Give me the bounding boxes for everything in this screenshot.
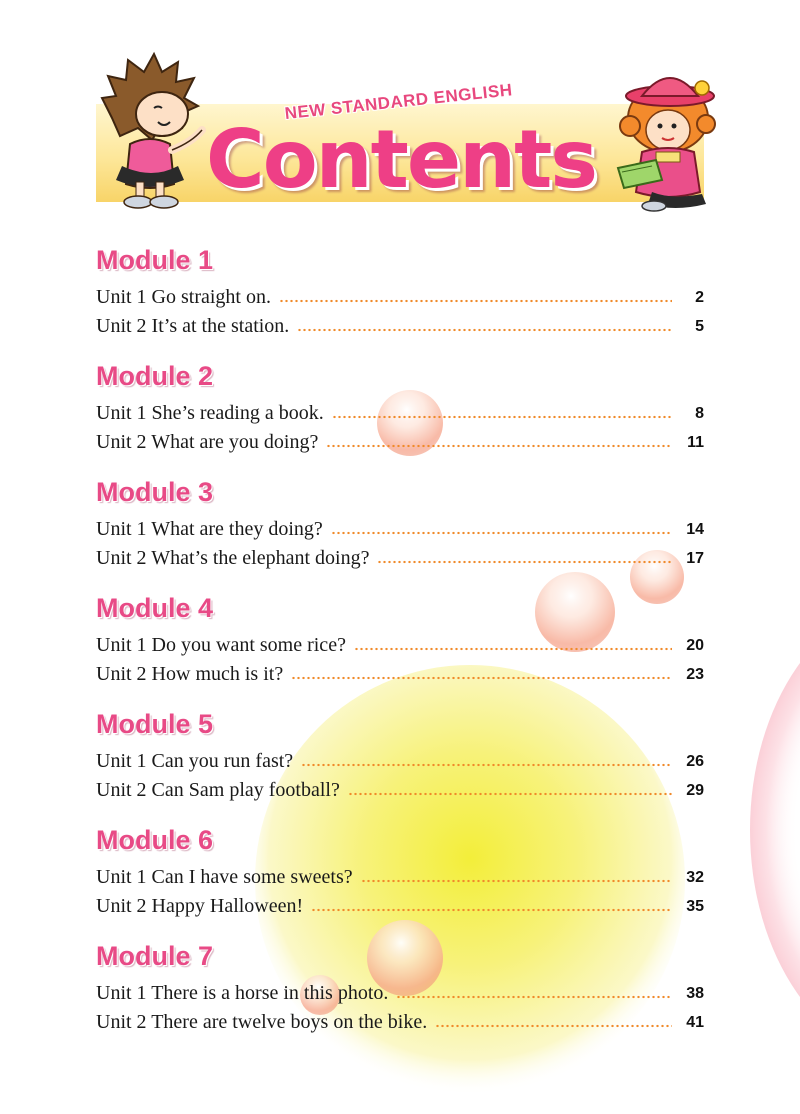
unit-title: Unit 1 She’s reading a book. bbox=[96, 402, 324, 424]
dot-leader bbox=[361, 879, 672, 883]
module-7 bbox=[96, 936, 704, 1034]
toc-entry[interactable] bbox=[96, 744, 704, 773]
page-number: 14 bbox=[686, 521, 704, 538]
module-title: Module 4 bbox=[96, 593, 214, 623]
pink-arc-decoration bbox=[750, 600, 800, 1060]
dot-leader bbox=[331, 531, 672, 535]
toc-entry[interactable] bbox=[96, 425, 704, 454]
page-number: 23 bbox=[686, 666, 704, 683]
toc-entry[interactable] bbox=[96, 628, 704, 657]
module-3 bbox=[96, 472, 704, 570]
table-of-contents bbox=[96, 240, 704, 1052]
unit-title: Unit 2 Happy Halloween! bbox=[96, 895, 304, 917]
unit-title: Unit 2 Can Sam play football? bbox=[96, 779, 340, 801]
unit-title: Unit 2 How much is it? bbox=[96, 663, 284, 685]
module-title: Module 1 bbox=[96, 245, 214, 275]
module-1 bbox=[96, 240, 704, 338]
dot-leader bbox=[279, 299, 672, 303]
toc-entry[interactable] bbox=[96, 280, 704, 309]
girl-reading-cartoon-icon bbox=[612, 68, 716, 212]
unit-title: Unit 1 Can you run fast? bbox=[96, 750, 294, 772]
toc-entry[interactable] bbox=[96, 512, 704, 541]
page-number: 20 bbox=[686, 637, 704, 654]
toc-entry[interactable] bbox=[96, 1005, 704, 1034]
page-number: 17 bbox=[686, 550, 704, 567]
toc-entry[interactable] bbox=[96, 889, 704, 918]
toc-entry[interactable] bbox=[96, 976, 704, 1005]
dot-leader bbox=[377, 560, 672, 564]
series-subtitle: NEW STANDARD ENGLISH bbox=[283, 80, 514, 124]
unit-title: Unit 2 What are you doing? bbox=[96, 431, 319, 453]
page-number: 35 bbox=[686, 898, 704, 915]
module-title: Module 7 bbox=[96, 941, 214, 971]
page-number: 8 bbox=[695, 405, 704, 422]
dot-leader bbox=[301, 763, 672, 767]
page-number: 11 bbox=[687, 434, 704, 451]
unit-title: Unit 1 Can I have some sweets? bbox=[96, 866, 353, 888]
dot-leader bbox=[326, 444, 672, 448]
toc-entry[interactable] bbox=[96, 396, 704, 425]
page-number: 41 bbox=[686, 1014, 704, 1031]
unit-title: Unit 2 It’s at the station. bbox=[96, 315, 290, 337]
page-number: 2 bbox=[695, 289, 704, 306]
dot-leader bbox=[311, 908, 672, 912]
toc-entry[interactable] bbox=[96, 860, 704, 889]
module-4 bbox=[96, 588, 704, 686]
dot-leader bbox=[354, 647, 672, 651]
module-2 bbox=[96, 356, 704, 454]
unit-title: Unit 2 There are twelve boys on the bike. bbox=[96, 1011, 428, 1033]
unit-title: Unit 1 There is a horse in this photo. bbox=[96, 982, 389, 1004]
toc-entry[interactable] bbox=[96, 657, 704, 686]
unit-title: Unit 1 Do you want some rice? bbox=[96, 634, 346, 656]
page-number: 32 bbox=[686, 869, 704, 886]
unit-title: Unit 1 What are they doing? bbox=[96, 518, 323, 540]
page-number: 26 bbox=[686, 753, 704, 770]
boy-cartoon-icon bbox=[92, 48, 214, 210]
module-title: Module 2 bbox=[96, 361, 214, 391]
dot-leader bbox=[297, 328, 672, 332]
page-number: 38 bbox=[686, 985, 704, 1002]
module-title: Module 3 bbox=[96, 477, 214, 507]
page-title: Contents bbox=[206, 113, 596, 206]
dot-leader bbox=[332, 415, 672, 419]
toc-entry[interactable] bbox=[96, 541, 704, 570]
toc-entry[interactable] bbox=[96, 773, 704, 802]
page-number: 5 bbox=[695, 318, 704, 335]
module-title: Module 5 bbox=[96, 709, 214, 739]
module-5 bbox=[96, 704, 704, 802]
dot-leader bbox=[291, 676, 672, 680]
dot-leader bbox=[348, 792, 672, 796]
page-number: 29 bbox=[686, 782, 704, 799]
dot-leader bbox=[396, 995, 672, 999]
module-6 bbox=[96, 820, 704, 918]
unit-title: Unit 1 Go straight on. bbox=[96, 286, 271, 308]
toc-entry[interactable] bbox=[96, 309, 704, 338]
module-title: Module 6 bbox=[96, 825, 214, 855]
dot-leader bbox=[435, 1024, 672, 1028]
unit-title: Unit 2 What’s the elephant doing? bbox=[96, 547, 370, 569]
